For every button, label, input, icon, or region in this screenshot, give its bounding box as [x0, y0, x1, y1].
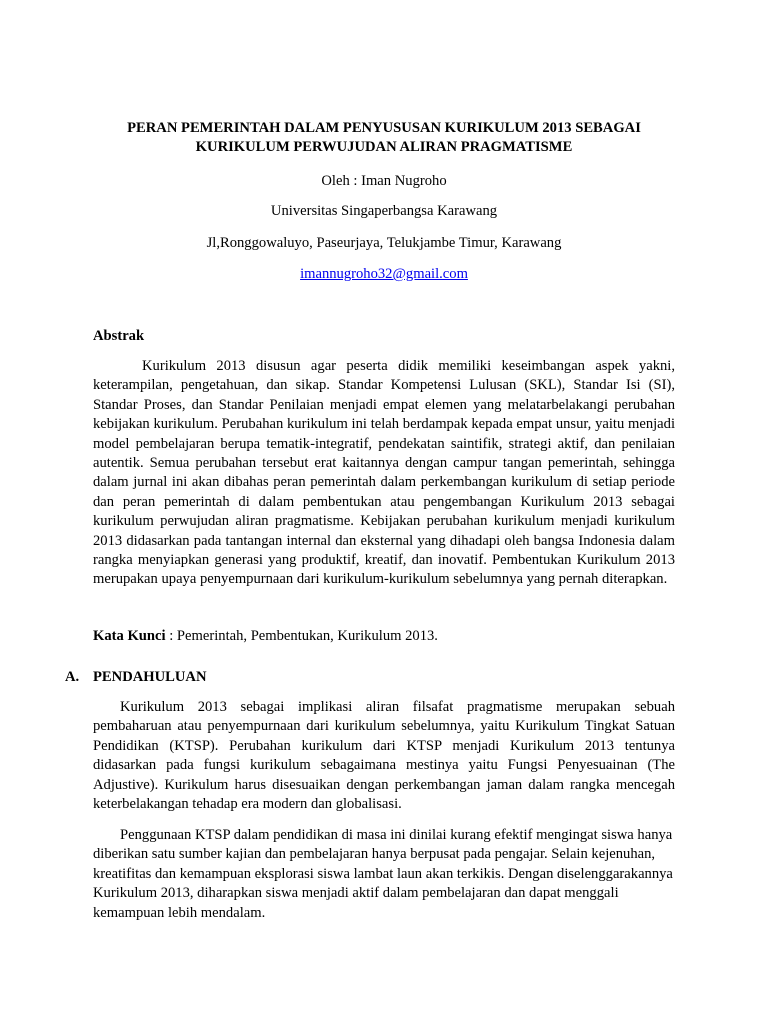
affiliation-line: Universitas Singaperbangsa Karawang [270, 203, 498, 219]
section-title: PENDAHULUAN [93, 669, 207, 685]
email-link[interactable]: imannugroho32@gmail.com [300, 266, 468, 282]
abstract-heading: Abstrak [93, 328, 145, 344]
intro-paragraph-2: Penggunaan KTSP dalam pendidikan di masa ini dinilai kurang efektif mengingat siswa hanya diberikan satu sumber kajian dan pembelajaran hanya berpusat pada pengajar. Selain kejenuhan, kreatifitas dan kemampuan eksplorasi siswa lambat laun akan terkikis. Dengan diselenggarakannya Kurikulum 2013, diharapkan siswa menjadi aktif dalam pembelajaran dan dapat menggali kemampuan lebih mendalam. [93, 827, 673, 921]
paper-title-line-2: KURIKULUM PERWUJUDAN ALIRAN PRAGMATISME [195, 139, 573, 155]
abstract-text: Kurikulum 2013 disusun agar peserta didik memiliki keseimbangan aspek yakni, keterampilan, pengetahuan, dan sikap. Standar Kompetensi Lulusan (SKL), Standar Isi (SI), Standar Proses, dan Standar Penilaian menjadi empat elemen yang melatarbelakangi perubahan kebijakan kurikulum. Perubahan kurikulum ini telah berdampak kepada empat unsur, yaitu menjadi model pembelajaran berupa tematik-integratif, pendekatan saintifik, strategi aktif, dan penilaian autentik. Semua perubahan tersebut erat kaitannya dengan campur tangan pemerintah, sehingga dalam jurnal ini akan dibahas peran pemerintah dalam perkembangan kurikulum di setiap periode dan peran pemerintah di dalam pembentukan atau pengembangan Kurikulum 2013 sebagai kurikulum perwujudan aliran pragmatisme. Kebijakan perubahan kurikulum menjadi kurikulum 2013 didasarkan pada tantangan internal dan eksternal yang dihadapi oleh bangsa Indonesia dalam rangka menyiapkan generasi yang produktif, kreatif, dan inovatif. Pembentukan Kurikulum 2013 merupakan upaya penyempurnaan dari kurikulum-kurikulum sebelumnya yang pernah diterapkan. [93, 358, 675, 588]
paper-title [80, 119, 688, 157]
section-letter: A. [65, 669, 80, 685]
author-line: Oleh : Iman Nugroho [321, 173, 447, 189]
keywords-line [93, 627, 438, 646]
section-heading-pendahuluan [65, 668, 207, 687]
paper-title-line-1: PERAN PEMERINTAH DALAM PENYUSUSAN KURIKULUM 2013 SEBAGAI [127, 120, 641, 136]
email-line [80, 265, 688, 284]
keywords-value: : Pemerintah, Pembentukan, Kurikulum 2013. [165, 628, 438, 644]
keywords-label: Kata Kunci [93, 628, 166, 644]
intro-paragraph-1: Kurikulum 2013 sebagai implikasi aliran filsafat pragmatisme merupakan sebuah pembaharuan atau penyempurnaan dari kurikulum sebelumnya, yaitu Kurikulum Tingkat Satuan Pendidikan (KTSP). Perubahan kurikulum dari KTSP menjadi Kurikulum 2013 tentunya didasarkan pada fungsi kurikulum sebagaimana mestinya yaitu Fungsi Penyesuainan (The Adjustive). Kurikulum harus disesuaikan dengan perkembangan jaman dalam rangka mencegah keterbelakangan tehadap era modern dan globalisasi. [93, 699, 675, 813]
address-line: Jl,Ronggowaluyo, Paseurjaya, Telukjambe Timur, Karawang [206, 235, 562, 251]
